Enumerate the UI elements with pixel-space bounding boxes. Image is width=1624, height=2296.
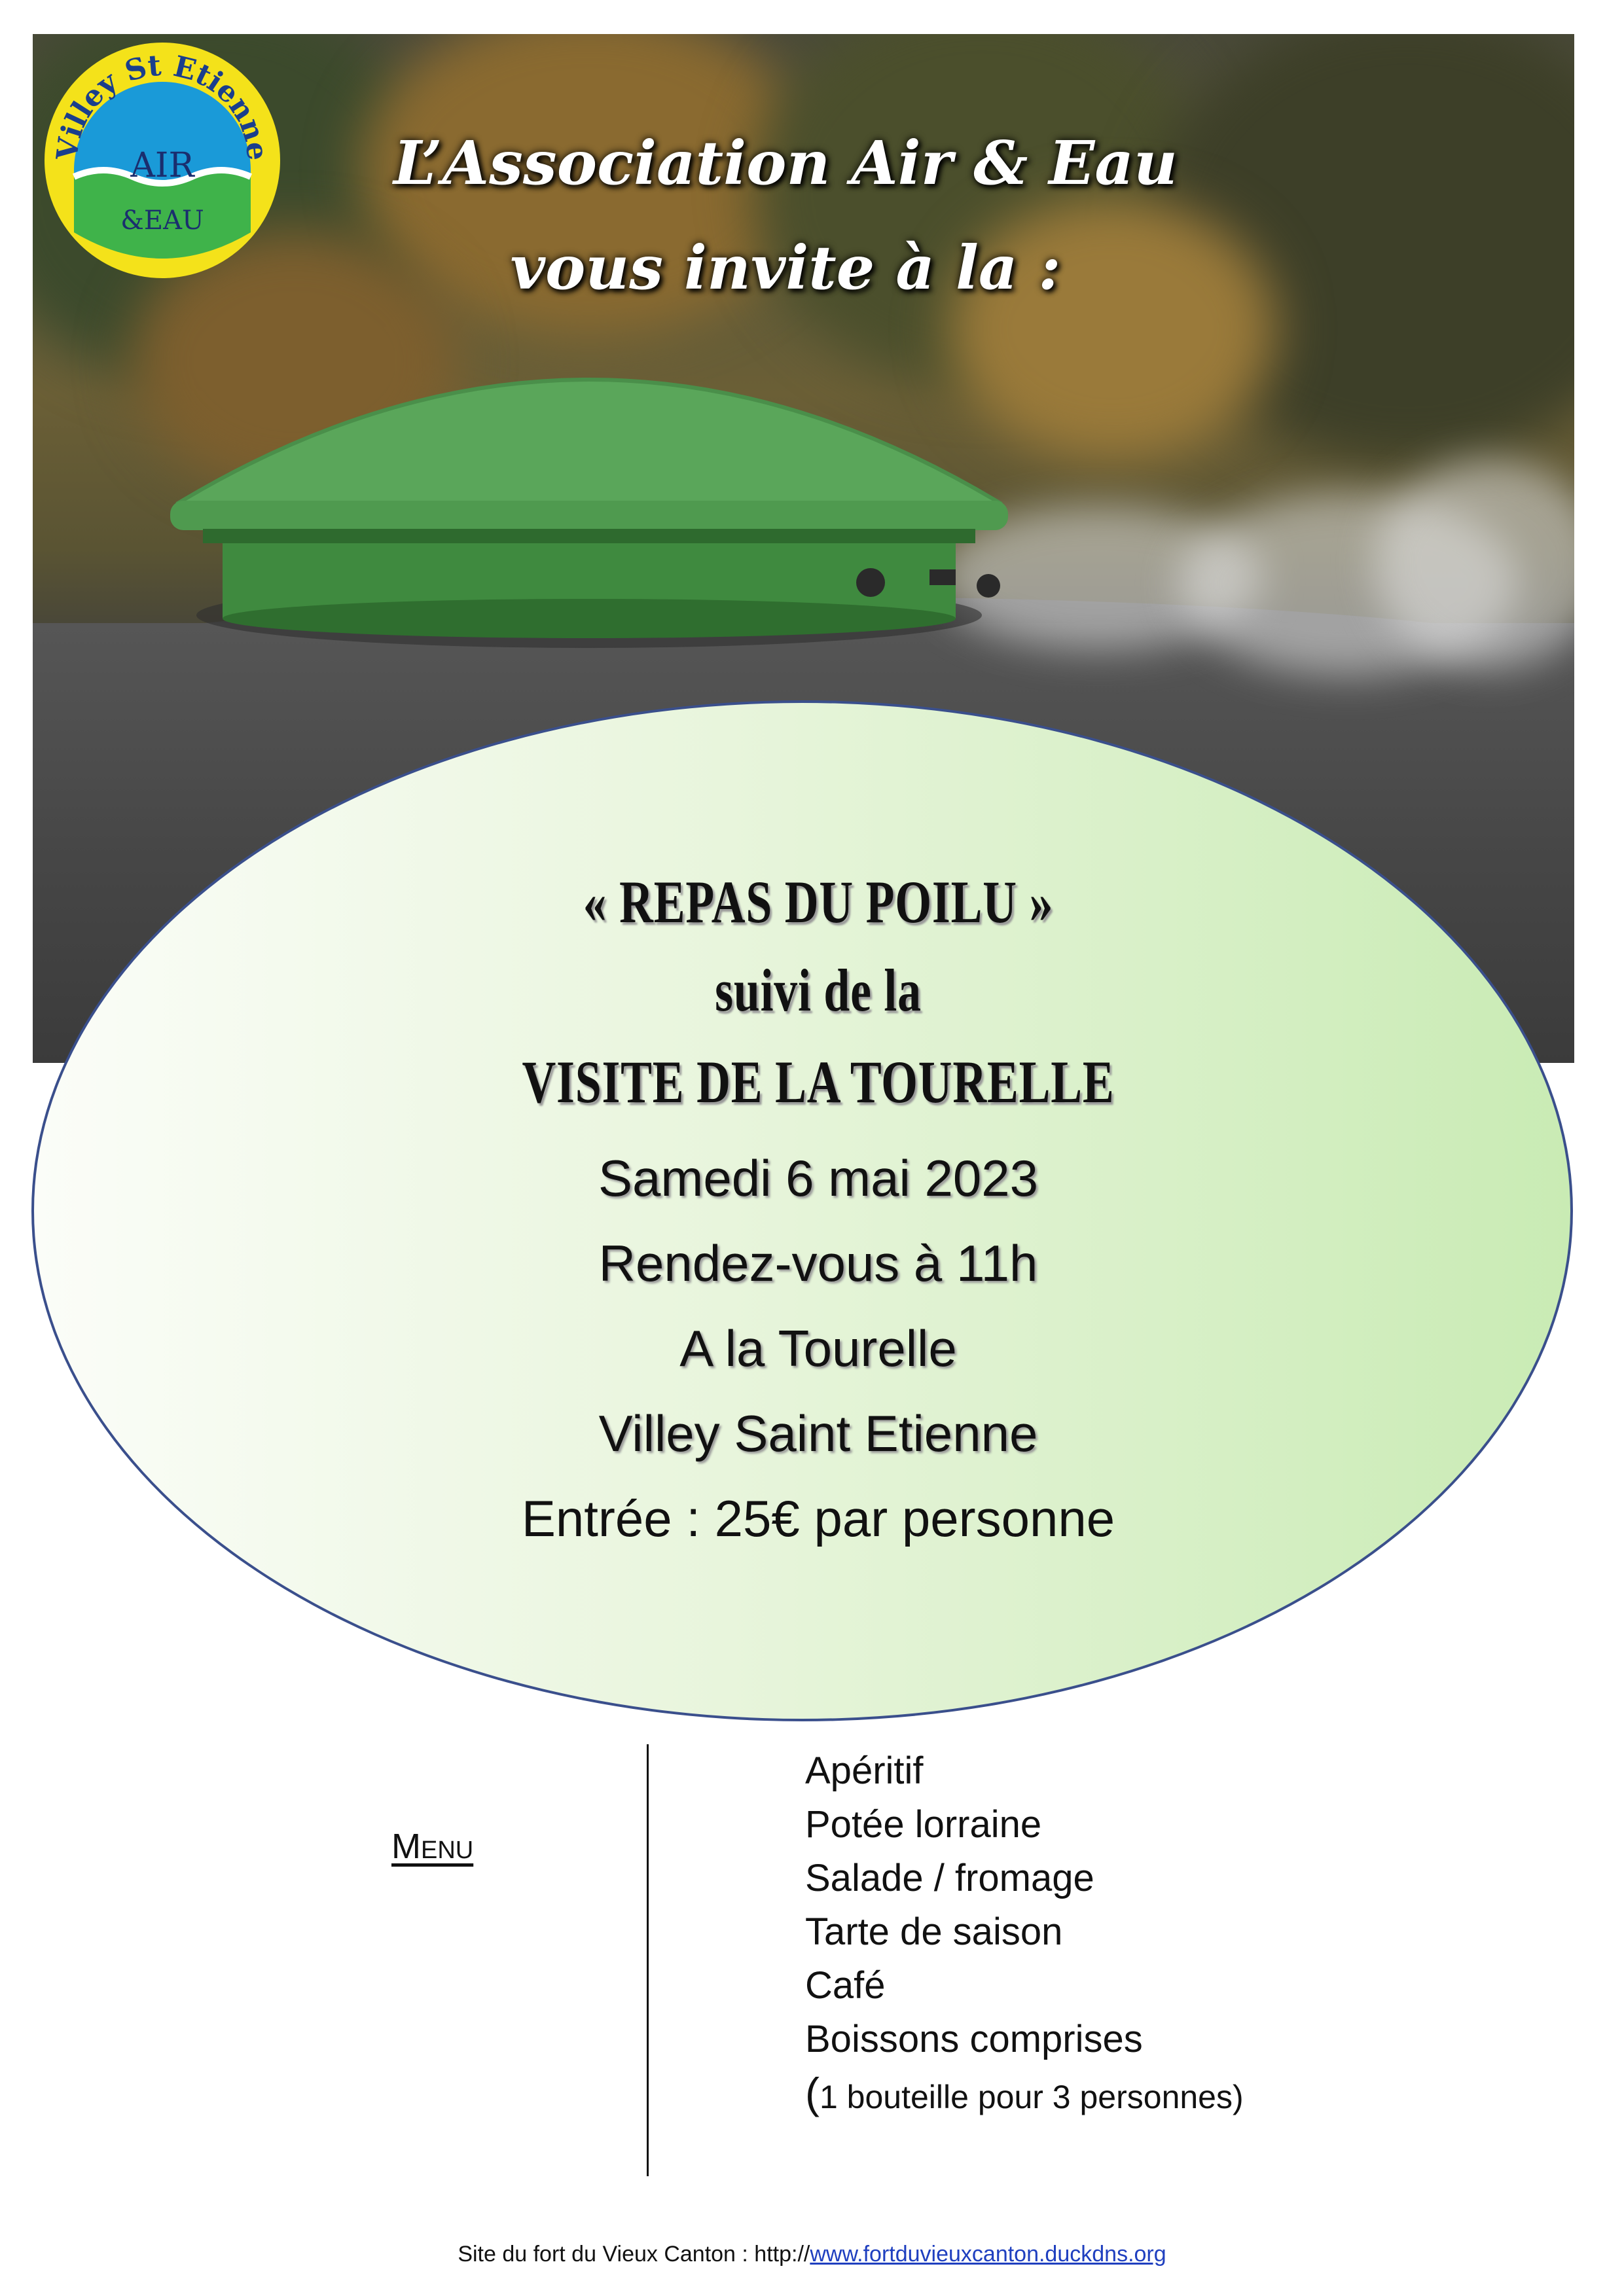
menu-note-paren: ( [805,2069,820,2117]
menu-list [805,1744,1244,2120]
menu-label: Menu [391,1827,474,1866]
event-date: Samedi 6 mai 2023 [598,1149,1039,1207]
event-place: A la Tourelle [679,1319,957,1377]
logo-eau-text: &EAU [120,206,204,236]
event-price: Entrée : 25€ par personne [521,1490,1115,1547]
event-time: Rendez-vous à 11h [598,1234,1038,1292]
menu-item: Boissons comprises [805,2018,1143,2060]
footer-website-link[interactable]: www.fortduvieuxcanton.duckdns.org [810,2242,1166,2267]
menu-item: Café [805,1964,886,2007]
invitation-heading-line2: vous invite à la : [510,232,1061,303]
menu-item: Potée lorraine [805,1803,1042,1846]
logo-air-text: AIR [130,146,194,185]
menu-note-text: 1 bouteille pour 3 personnes) [819,2079,1244,2115]
invitation-heading-line1: L’Association Air & Eau [393,128,1178,198]
event-title: « REPAS DU POILU » [583,869,1054,935]
menu-item: Salade / fromage [805,1857,1094,1899]
event-details-ellipse [31,700,1573,1721]
association-logo [38,36,287,285]
menu-divider [647,1744,649,2176]
event-town: Villey Saint Etienne [598,1405,1038,1462]
menu-item: Tarte de saison [805,1910,1063,1953]
menu-item: Apéritif [805,1749,924,1792]
logo-top-text: Villey St Etienne [50,48,274,162]
event-title-visit: VISITE DE LA TOURELLE [522,1049,1115,1115]
event-subtitle: suivi de la [715,957,922,1024]
footer [0,2242,1624,2267]
footer-text: Site du fort du Vieux Canton : http:// [458,2242,810,2267]
turret-dome-illustration [144,308,1060,648]
menu-drinks-note [805,2066,1244,2120]
